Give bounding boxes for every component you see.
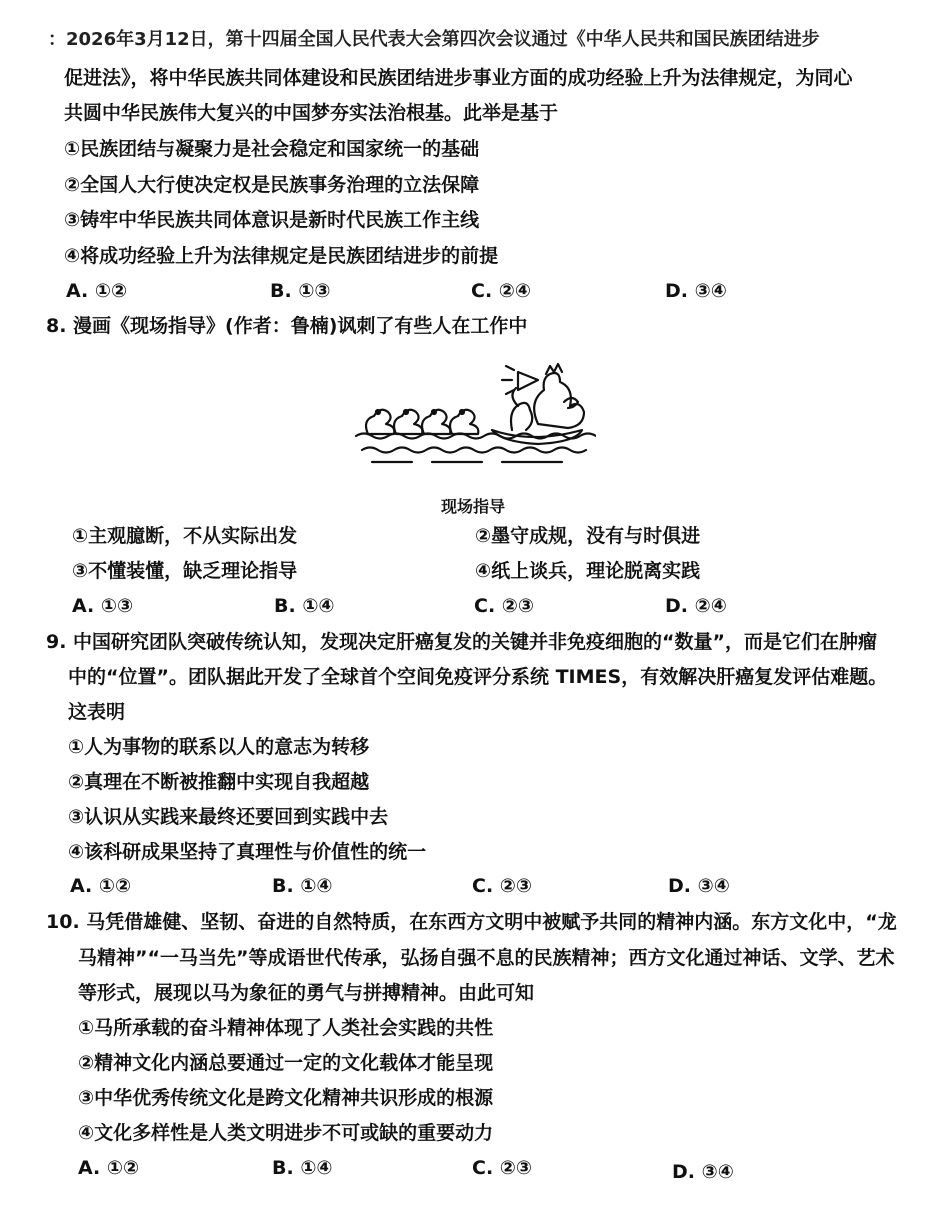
q9-option-b: B. ①④ [272,875,333,897]
q9-stem-line-2: 中的“位置”。团队据此开发了全球首个空间免疫评分系统 TIMES，有效解决肝癌复发评估难题。 [68,666,888,688]
q10-item-4: ④文化多样性是人类文明进步不可或缺的重要动力 [78,1122,494,1144]
q7-option-c: C. ②④ [471,280,531,302]
q9-option-a: A. ①② [70,875,132,897]
q9-item-4: ④该科研成果坚持了真理性与价值性的统一 [68,841,427,863]
q10-option-a: A. ①② [78,1157,140,1179]
q8-item-4: ④纸上谈兵，理论脱离实践 [475,560,701,582]
q7-stem-line-1: 促进法》，将中华民族共同体建设和民族团结进步事业方面的成功经验上升为法律规定，为同心 [64,67,853,89]
q9-stem-line-1: 9. 中国研究团队突破传统认知，发现决定肝癌复发的关键并非免疫细胞的“数量”，而是它们在肿瘤 [46,631,878,653]
q7-option-b: B. ①③ [270,280,331,302]
q9-item-1: ①人为事物的联系以人的意志为转移 [68,736,370,758]
q7-item-1: ①民族团结与凝聚力是社会稳定和国家统一的基础 [64,138,480,160]
q7-item-4: ④将成功经验上升为法律规定是民族团结进步的前提 [64,245,499,267]
q8-item-1: ①主观臆断，不从实际出发 [72,525,298,547]
q8-option-a: A. ①③ [72,595,134,617]
q8-stem: 8. 漫画《现场指导》(作者：鲁楠)讽刺了有些人在工作中 [46,315,528,337]
q10-stem-line-3: 等形式，展现以马为象征的勇气与拼搏精神。由此可知 [78,982,535,1004]
q8-option-d: D. ②④ [665,595,727,617]
q10-stem-line-1: 10. 马凭借雄健、坚韧、奋进的自然特质，在东西方文明中被赋予共同的精神内涵。东方文化中，“龙 [46,911,897,933]
q7-option-d: D. ③④ [665,280,727,302]
q10-item-2: ②精神文化内涵总要通过一定的文化载体才能呈现 [78,1052,494,1074]
q7-stem-line-0: ：2026年3月12日，第十四届全国人民代表大会第四次会议通过《中华人民共和国民族团结进步 [48,29,820,50]
q7-stem-line-2: 共圆中华民族伟大复兴的中国梦夯实法治根基。此举是基于 [64,102,559,124]
cartoon-illustration [352,350,596,468]
q8-option-b: B. ①④ [274,595,335,617]
cartoon-caption: 现场指导 [441,497,506,516]
q10-item-3: ③中华优秀传统文化是跨文化精神共识形成的根源 [78,1087,494,1109]
q9-option-c: C. ②③ [472,875,532,897]
q7-item-2: ②全国人大行使决定权是民族事务治理的立法保障 [64,174,480,196]
q10-stem-line-2: 马精神”“一马当先”等成语世代传承，弘扬自强不息的民族精神；西方文化通过神话、文学、艺术 [78,947,895,969]
q9-item-3: ③认识从实践来最终还要回到实践中去 [68,806,389,828]
q10-item-1: ①马所承载的奋斗精神体现了人类社会实践的共性 [78,1017,494,1039]
q8-item-3: ③不懂装懂，缺乏理论指导 [72,560,298,582]
q10-option-c: C. ②③ [472,1157,532,1179]
q7-item-3: ③铸牢中华民族共同体意识是新时代民族工作主线 [64,209,480,231]
q10-option-d: D. ③④ [672,1161,734,1183]
q8-item-2: ②墨守成规，没有与时俱进 [475,525,701,547]
q9-option-d: D. ③④ [668,875,730,897]
q9-stem-line-3: 这表明 [68,701,126,723]
q8-option-c: C. ②③ [474,595,534,617]
q10-option-b: B. ①④ [272,1157,333,1179]
q7-option-a: A. ①② [66,280,128,302]
q9-item-2: ②真理在不断被推翻中实现自我超越 [68,771,370,793]
